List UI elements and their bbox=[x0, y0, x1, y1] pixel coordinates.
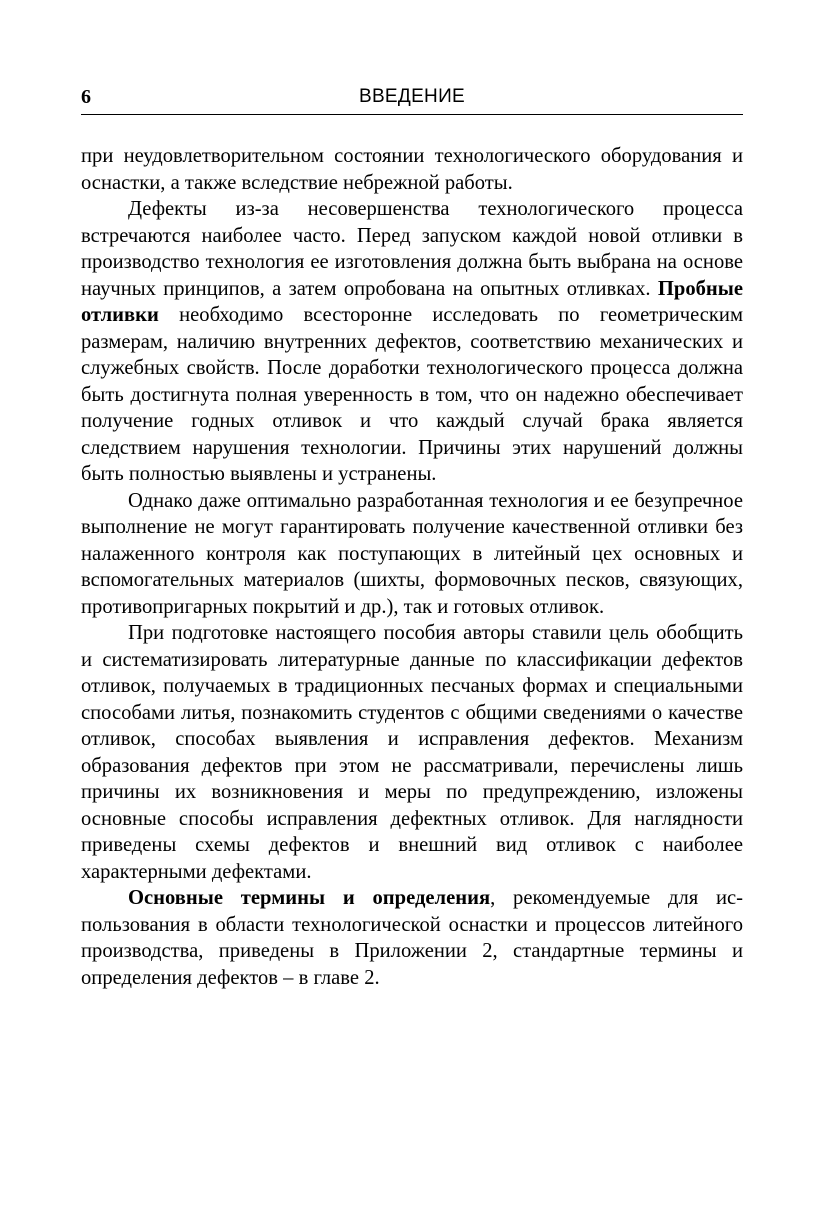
paragraph-4 bbox=[81, 620, 743, 885]
term-basic-terms: Основные термины и определения bbox=[128, 887, 491, 909]
paragraph-4-text: При подготовке настоящего пособия авторы ставили цель обобщить и систематизировать литературные данные по классификации дефектов отливок, получаемых в традиционных песчаных формах и специальными способами литья, познакомить студентов с общими сведениями о качестве отливок, способах выявления и исправления дефектов. Механизм образования дефектов при этом не рассматривали, перечислены лишь причины их возникновения и меры по предупреждению, изложены основные способы исправления дефектных отливок. Для наглядности приведены схемы дефектов и внешний вид отливок с наиболее характерными дефектами. bbox=[81, 622, 743, 883]
body-text bbox=[81, 143, 743, 991]
running-head: ВВЕДЕНИЕ bbox=[358, 86, 465, 107]
paragraph-1-text: при неудовлетворительном состоянии технологического оборудования и оснастки, а также вследствие небрежной работы. bbox=[81, 145, 743, 194]
paragraph-3 bbox=[81, 488, 743, 621]
page-number: 6 bbox=[81, 86, 91, 108]
paragraph-2-text-after: необходимо всесторонне исследовать по геометрическим размерам, наличию внутренних дефектов, соответствию механических и служебных свойств. После доработки технологического процесса должна быть достигнута полная уверенность в том, что он надежно обеспечивает получение годных отливок и что каждый случай брака является следствием нарушения технологии. Причины этих нарушений должны быть полностью выявлены и устранены. bbox=[81, 304, 743, 485]
page-header bbox=[81, 80, 743, 115]
paragraph-2 bbox=[81, 196, 743, 488]
term-trial-castings: Пробные отливки bbox=[81, 277, 743, 326]
paragraph-1 bbox=[81, 143, 743, 196]
paragraph-5-text-after: , рекомендуемые для использования в области технологической оснастки и процессов литейного производства, приведены в Приложении 2, стандартные термины и определения дефектов – в главе 2. bbox=[81, 887, 743, 989]
paragraph-5 bbox=[81, 885, 743, 991]
paragraph-3-text: Однако даже оптимально разработанная технология и ее безупречное выполнение не могут гарантировать получение качественной отливки без налаженного контроля как поступающих в литейный цех основных и вспомогательных материалов (шихты, формовочных песков, связующих, противопригарных покрытий и др.), так и готовых отливок. bbox=[81, 489, 743, 618]
book-page bbox=[81, 0, 743, 1211]
paragraph-2-text-before: Дефекты из-за несовершенства технологического процесса встречаются наиболее часто. Перед запуском каждой новой отливки в производство технология ее изготовления должна быть выбрана на основе научных принципов, а затем опробована на опытных отливках. bbox=[81, 198, 743, 300]
